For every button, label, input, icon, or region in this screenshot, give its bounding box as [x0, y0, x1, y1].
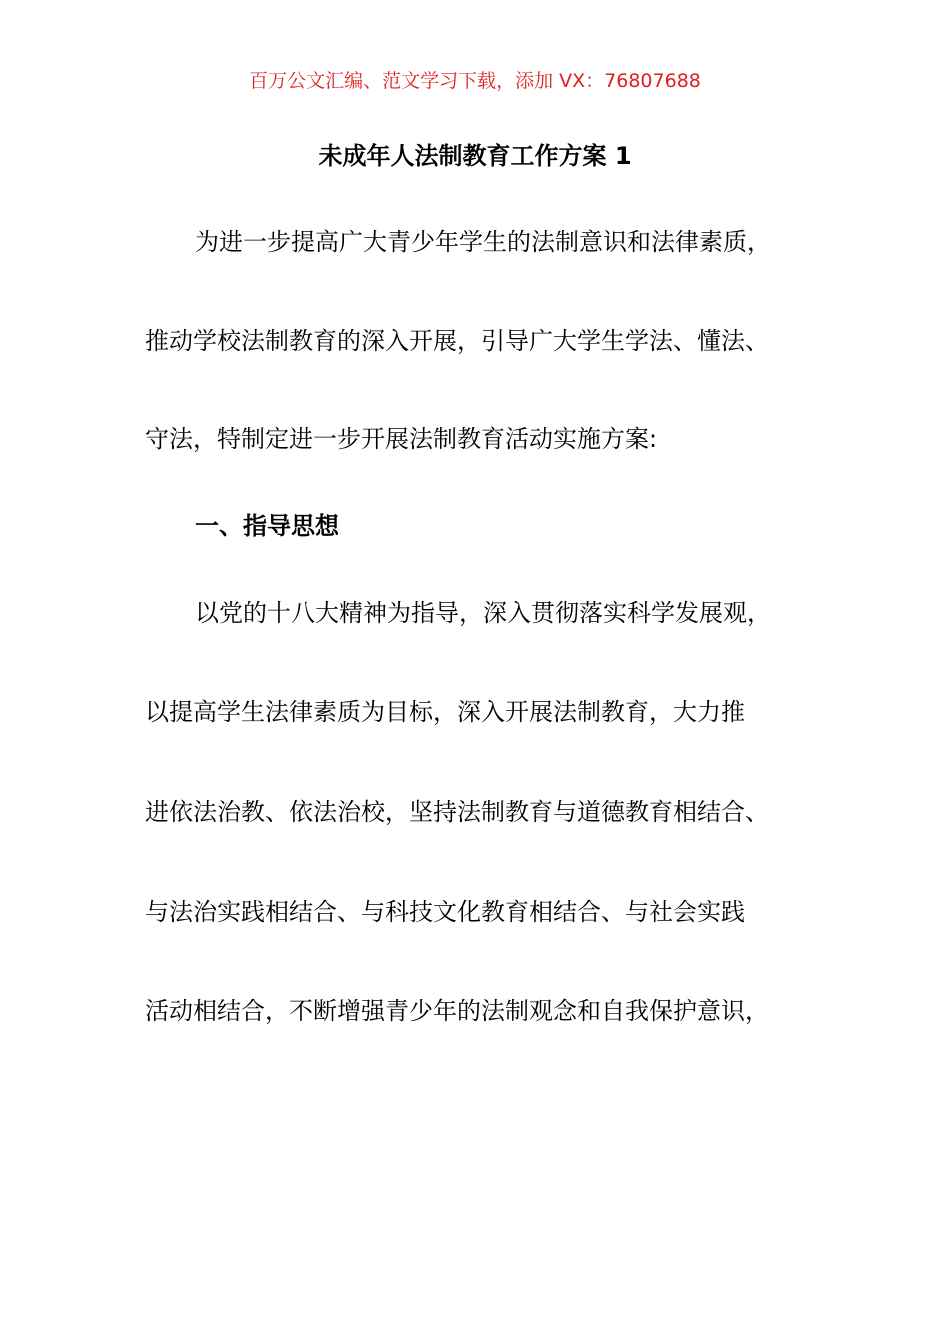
paragraph2-line2: 以提高学生法律素质为目标，深入开展法制教育，大力推	[145, 698, 745, 726]
paragraph2-line5: 活动相结合，不断增强青少年的法制观念和自我保护意识，	[145, 997, 769, 1025]
paragraph2-line3: 进依法治教、依法治校，坚持法制教育与道德教育相结合、	[145, 798, 769, 826]
paragraph1-line2: 推动学校法制教育的深入开展，引导广大学生学法、懂法、	[145, 327, 769, 355]
watermark-header: 百万公文汇编、范文学习下载，添加 VX：76807688	[249, 70, 701, 92]
section-heading-guiding-ideology: 一、指导思想	[195, 512, 339, 540]
paragraph2-line4: 与法治实践相结合、与科技文化教育相结合、与社会实践	[145, 898, 745, 926]
paragraph1-line3: 守法，特制定进一步开展法制教育活动实施方案:	[145, 425, 658, 453]
paragraph1-line1: 为进一步提高广大青少年学生的法制意识和法律素质，	[195, 228, 771, 256]
document-title: 未成年人法制教育工作方案 1	[318, 142, 632, 170]
paragraph2-line1: 以党的十八大精神为指导，深入贯彻落实科学发展观，	[195, 599, 771, 627]
